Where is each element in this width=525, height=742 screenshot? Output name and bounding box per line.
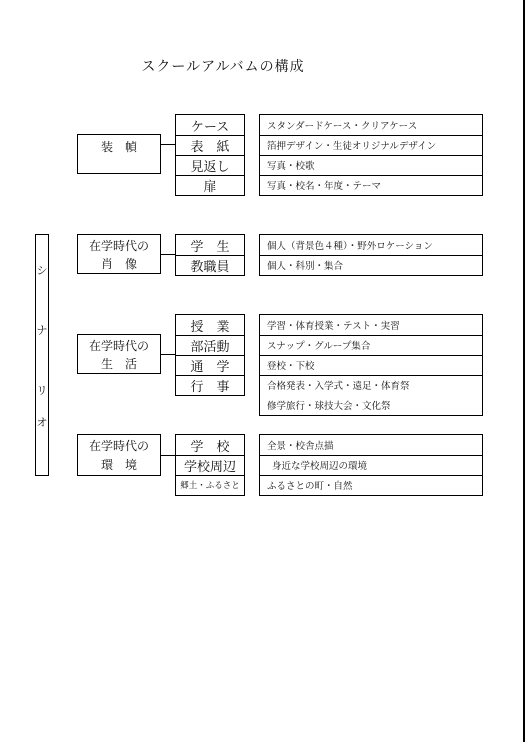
life-label-line2: 生 活 — [100, 357, 137, 371]
binding-connector — [161, 144, 176, 145]
life-desc-events-2: 修学旅行・球技大会・文化祭 — [267, 401, 391, 412]
life-connector — [161, 354, 176, 355]
binding-desc-cover: 箔押デザイン・生徒オリジナルデザイン — [267, 141, 437, 152]
portrait-item-staff: 教職員 — [190, 259, 230, 275]
environment-label-line1: 在学時代の — [88, 438, 149, 453]
portrait-label-box — [77, 234, 161, 274]
portrait-connector — [161, 254, 176, 255]
life-label-box — [77, 334, 161, 374]
portrait-items-box — [175, 234, 245, 276]
life-label-line1: 在学時代の — [88, 338, 149, 353]
binding-desc-door: 写真・校名・年度・テーマ — [267, 181, 382, 192]
portrait-label-line1: 在学時代の — [88, 238, 149, 253]
scenario-char: リ — [36, 384, 48, 397]
environment-label-box — [77, 434, 161, 476]
life-desc-events: 合格発表・入学式・遠足・体育祭 — [267, 381, 410, 392]
scenario-char: ナ — [36, 324, 48, 337]
environment-desc-hometown: ふるさとの町・自然 — [267, 481, 353, 492]
portrait-desc-box — [259, 234, 483, 276]
binding-item-endpaper: 見返し — [190, 159, 230, 175]
life-item-class: 授 業 — [190, 319, 230, 335]
portrait-item-student: 学 生 — [190, 239, 230, 255]
environment-desc-surroundings: 身近な学校周辺の環境 — [272, 461, 368, 472]
life-desc-class: 学習・体育授業・テスト・実習 — [267, 321, 400, 332]
binding-item-case: ケース — [190, 119, 230, 135]
binding-items-box — [175, 114, 245, 196]
binding-desc-box — [259, 114, 483, 196]
life-desc-commute: 登校・下校 — [267, 361, 315, 372]
environment-item-hometown: 郷土・ふるさと — [180, 481, 240, 491]
life-items-box — [175, 314, 245, 396]
scenario-char: オ — [36, 416, 48, 429]
binding-label-box — [77, 134, 161, 174]
environment-label-line2: 環 境 — [100, 458, 137, 472]
life-item-events: 行 事 — [190, 379, 230, 395]
portrait-desc-staff: 個人・科別・集合 — [267, 261, 344, 272]
binding-desc-case: スタンダードケース・クリアケース — [267, 121, 418, 132]
life-item-club: 部活動 — [190, 339, 230, 355]
environment-desc-box — [259, 434, 483, 496]
portrait-label-line2: 肖 像 — [100, 257, 137, 271]
environment-desc-school: 全景・校舎点描 — [267, 441, 334, 452]
environment-items-box — [175, 434, 245, 496]
portrait-desc-student: 個人（背景色４種）・野外ロケーション — [267, 241, 433, 252]
binding-item-cover: 表 紙 — [190, 139, 230, 155]
environment-item-school: 学 校 — [190, 439, 230, 455]
life-item-commute: 通 学 — [190, 359, 230, 375]
binding-desc-endpaper: 写真・校歌 — [267, 161, 315, 172]
scenario-char: シ — [36, 264, 48, 277]
binding-item-door: 扉 — [203, 179, 217, 195]
life-desc-box — [259, 314, 483, 416]
environment-item-surroundings: 学校周辺 — [183, 459, 236, 475]
binding-label: 装 幀 — [100, 139, 137, 154]
environment-connector — [161, 455, 176, 456]
scenario-box — [35, 234, 49, 476]
life-desc-club: スナップ・グループ集合 — [267, 341, 371, 352]
page-title: スクールアルバムの構成 — [141, 59, 305, 75]
